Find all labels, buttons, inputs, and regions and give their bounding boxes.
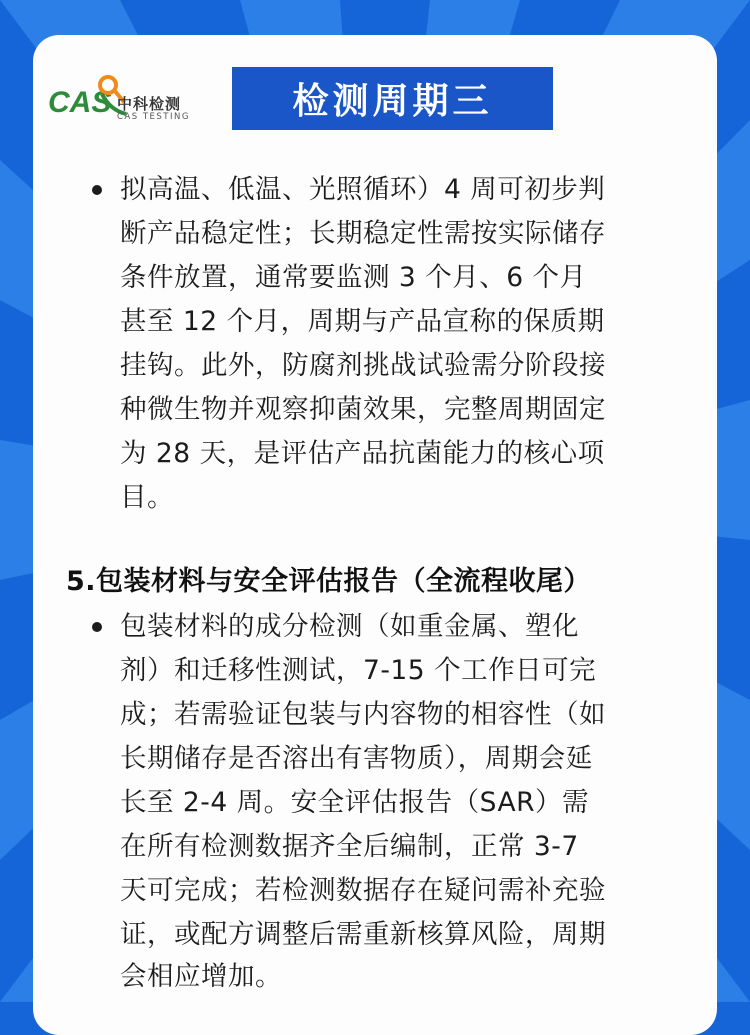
section2-line: 天可完成；若检测数据存在疑问需补充验	[120, 875, 606, 906]
section1-line: 条件放置，通常要监测 3 个月、6 个月	[120, 262, 587, 293]
bullet-1	[92, 185, 102, 195]
section1-line: 断产品稳定性；长期稳定性需按实际储存	[120, 218, 606, 249]
section2-line: 在所有检测数据齐全后编制，正常 3-7	[120, 831, 579, 862]
section2-heading: 5.包装材料与安全评估报告（全流程收尾）	[66, 566, 592, 597]
section2-line: 会相应增加。	[120, 961, 282, 992]
section2-line: 长至 2-4 周。安全评估报告（SAR）需	[120, 787, 589, 818]
section2-line: 包装材料的成分检测（如重金属、塑化	[120, 611, 579, 642]
section2-line: 证，或配方调整后需重新核算风险，周期	[120, 919, 606, 950]
section1-line: 挂钩。此外，防腐剂挑战试验需分阶段接	[120, 350, 606, 381]
brand-name-cn: 中科检测	[117, 95, 182, 113]
brand-name-en: CAS TESTING	[117, 112, 190, 122]
svg-text:CAS: CAS	[48, 86, 112, 119]
section1-line: 为 28 天，是评估产品抗菌能力的核心项	[120, 438, 605, 469]
page-title: 检测周期三	[232, 67, 553, 130]
section2-line: 成；若需验证包装与内容物的相容性（如	[120, 699, 606, 730]
section1-line: 目。	[120, 482, 174, 513]
bullet-2	[92, 622, 102, 632]
section1-line: 甚至 12 个月，周期与产品宣称的保质期	[120, 306, 605, 337]
section2-line: 剂）和迁移性测试，7-15 个工作日可完	[120, 655, 597, 686]
section1-line: 拟高温、低温、光照循环）4 周可初步判	[120, 174, 606, 205]
section1-line: 种微生物并观察抑菌效果，完整周期固定	[120, 394, 606, 425]
section2-line: 长期储存是否溶出有害物质），周期会延	[120, 743, 593, 774]
